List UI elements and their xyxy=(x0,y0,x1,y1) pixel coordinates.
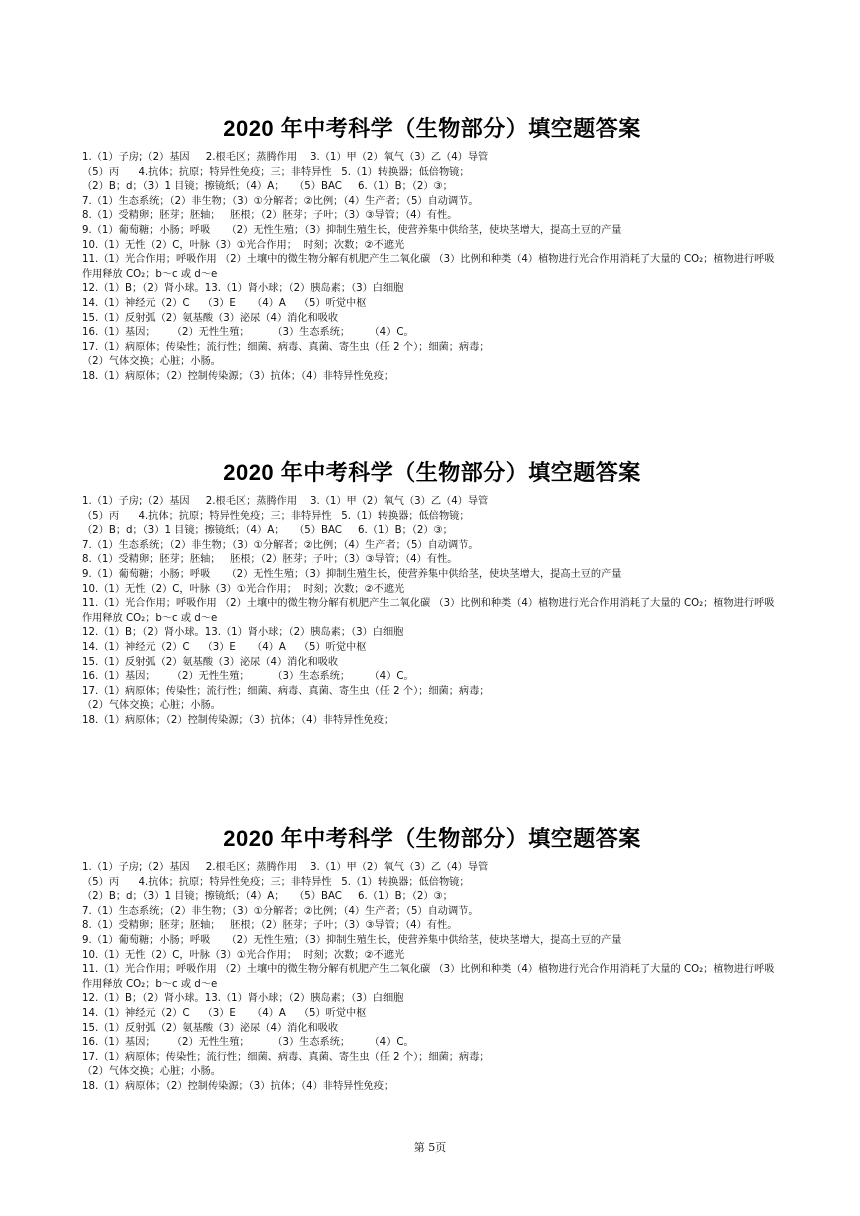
answer-line: （2）B；d；（3）1 目镜；擦镜纸；（4）A； （5）BAC 6.（1）B；（2）③； xyxy=(82,525,453,537)
answer-line: 10.（1）无性（2）C，叶脉（3）①光合作用； 时刻；次数；②不遮光 xyxy=(82,583,405,595)
answer-line: 14.（1）神经元（2）C （3）E （4）A （5）听觉中枢 xyxy=(82,641,367,653)
answer-line: 16.（1）基因； （2）无性生殖； （3）生态系统； （4）C。 xyxy=(82,1037,414,1049)
answer-line: 9.（1）葡萄糖；小肠；呼吸 （2）无性生殖；（3）抑制生殖生长，使营养集中供给茎，使块茎增大，提高土豆的产量 xyxy=(82,934,622,946)
answer-line: 12.（1）B；（2）肾小球。13.（1）肾小球；（2）胰岛素；（3）白细胞 xyxy=(82,627,404,639)
answer-line: （2）B；d；（3）1 目镜；擦镜纸；（4）A； （5）BAC 6.（1）B；（2）③； xyxy=(82,181,453,193)
answer-line: 12.（1）B；（2）肾小球。13.（1）肾小球；（2）胰岛素；（3）白细胞 xyxy=(82,283,404,295)
answer-line: 8.（1）受精卵；胚芽；胚轴； 胚根；（2）胚芽；子叶；（3）③导管；（4）有性。 xyxy=(82,210,458,222)
answer-line: 16.（1）基因； （2）无性生殖； （3）生态系统； （4）C。 xyxy=(82,327,414,339)
answer-line: 12.（1）B；（2）肾小球。13.（1）肾小球；（2）胰岛素；（3）白细胞 xyxy=(82,993,404,1005)
answer-block-1 xyxy=(82,112,782,385)
answer-line: 18.（1）病原体；（2）控制传染源；（3）抗体；（4）非特异性免疫； xyxy=(82,1080,395,1092)
answer-line: 11.（1）光合作用；呼吸作用 （2）土壤中的微生物分解有机肥产生二氧化碳 （3）比例和种类（4）植物进行光合作用消耗了大量的 CO₂；植物进行呼吸作用释放 CO₂；b～c 或 d～e xyxy=(82,598,775,624)
page-number: 第 5页 xyxy=(413,1141,447,1154)
answer-line: 15.（1）反射弧（2）氨基酸（3）泌尿（4）消化和吸收 xyxy=(82,1022,339,1034)
answer-line: （5）丙 4.抗体；抗原；特异性免疫；三；非特异性 5.（1）转换器；低倍物镜； xyxy=(82,876,470,888)
answer-line: 16.（1）基因； （2）无性生殖； （3）生态系统； （4）C。 xyxy=(82,671,414,683)
answer-line: 18.（1）病原体；（2）控制传染源；（3）抗体；（4）非特异性免疫； xyxy=(82,370,395,382)
answer-line: 8.（1）受精卵；胚芽；胚轴； 胚根；（2）胚芽；子叶；（3）③导管；（4）有性。 xyxy=(82,554,458,566)
answer-line: 11.（1）光合作用；呼吸作用 （2）土壤中的微生物分解有机肥产生二氧化碳 （3）比例和种类（4）植物进行光合作用消耗了大量的 CO₂；植物进行呼吸作用释放 CO₂；b～c 或 d～e xyxy=(82,964,775,990)
answer-line: （2）B；d；（3）1 目镜；擦镜纸；（4）A； （5）BAC 6.（1）B；（2）③； xyxy=(82,891,453,903)
answer-line: 1.（1）子房;（2）基因 2.根毛区；蒸腾作用 3.（1）甲（2）氧气（3）乙（4）导管 xyxy=(82,496,489,507)
answer-line: 10.（1）无性（2）C，叶脉（3）①光合作用； 时刻；次数；②不遮光 xyxy=(82,239,405,251)
answer-line: 17.（1）病原体；传染性；流行性；细菌、病毒、真菌、寄生虫（任 2 个）；细菌；病毒； xyxy=(82,1051,490,1063)
block-title: 2020 年中考科学（生物部分）填空题答案 xyxy=(223,826,641,851)
answer-line: 17.（1）病原体；传染性；流行性；细菌、病毒、真菌、寄生虫（任 2 个）；细菌；病毒； xyxy=(82,685,490,697)
answer-line: 18.（1）病原体；（2）控制传染源；（3）抗体；（4）非特异性免疫； xyxy=(82,714,395,726)
answer-line: 9.（1）葡萄糖；小肠；呼吸 （2）无性生殖；（3）抑制生殖生长，使营养集中供给茎，使块茎增大，提高土豆的产量 xyxy=(82,224,622,236)
answer-line: 10.（1）无性（2）C，叶脉（3）①光合作用； 时刻；次数；②不遮光 xyxy=(82,949,405,961)
answer-line: （2）气体交换；心脏；小肠。 xyxy=(82,1066,221,1078)
answer-line: （2）气体交换；心脏；小肠。 xyxy=(82,356,221,368)
answer-line: 15.（1）反射弧（2）氨基酸（3）泌尿（4）消化和吸收 xyxy=(82,656,339,668)
block-title: 2020 年中考科学（生物部分）填空题答案 xyxy=(223,116,641,141)
answer-line: （5）丙 4.抗体；抗原；特异性免疫；三；非特异性 5.（1）转换器；低倍物镜； xyxy=(82,166,470,178)
answer-line: （2）气体交换；心脏；小肠。 xyxy=(82,700,221,712)
answer-block-3 xyxy=(82,822,782,1095)
answer-line: （5）丙 4.抗体；抗原；特异性免疫；三；非特异性 5.（1）转换器；低倍物镜； xyxy=(82,510,470,522)
answer-line: 15.（1）反射弧（2）氨基酸（3）泌尿（4）消化和吸收 xyxy=(82,312,339,324)
block-title: 2020 年中考科学（生物部分）填空题答案 xyxy=(223,460,641,485)
answer-line: 14.（1）神经元（2）C （3）E （4）A （5）听觉中枢 xyxy=(82,297,367,309)
answer-line: 8.（1）受精卵；胚芽；胚轴； 胚根；（2）胚芽；子叶；（3）③导管；（4）有性。 xyxy=(82,920,458,932)
answer-line: 7.（1）生态系统；（2）非生物；（3）①分解者；②比例；（4）生产者；（5）自动调节。 xyxy=(82,195,479,207)
answer-line: 14.（1）神经元（2）C （3）E （4）A （5）听觉中枢 xyxy=(82,1007,367,1019)
answer-line: 7.（1）生态系统；（2）非生物；（3）①分解者；②比例；（4）生产者；（5）自动调节。 xyxy=(82,905,479,917)
answer-line: 7.（1）生态系统；（2）非生物；（3）①分解者；②比例；（4）生产者；（5）自动调节。 xyxy=(82,539,479,551)
answer-line: 1.（1）子房;（2）基因 2.根毛区；蒸腾作用 3.（1）甲（2）氧气（3）乙（4）导管 xyxy=(82,152,489,163)
answer-line: 11.（1）光合作用；呼吸作用 （2）土壤中的微生物分解有机肥产生二氧化碳 （3）比例和种类（4）植物进行光合作用消耗了大量的 CO₂；植物进行呼吸作用释放 CO₂；b～c 或 d～e xyxy=(82,254,775,280)
answer-line: 9.（1）葡萄糖；小肠；呼吸 （2）无性生殖；（3）抑制生殖生长，使营养集中供给茎，使块茎增大，提高土豆的产量 xyxy=(82,568,622,580)
answer-line: 17.（1）病原体；传染性；流行性；细菌、病毒、真菌、寄生虫（任 2 个）；细菌；病毒； xyxy=(82,341,490,353)
answer-block-2 xyxy=(82,456,782,729)
answer-line: 1.（1）子房;（2）基因 2.根毛区；蒸腾作用 3.（1）甲（2）氧气（3）乙（4）导管 xyxy=(82,862,489,873)
